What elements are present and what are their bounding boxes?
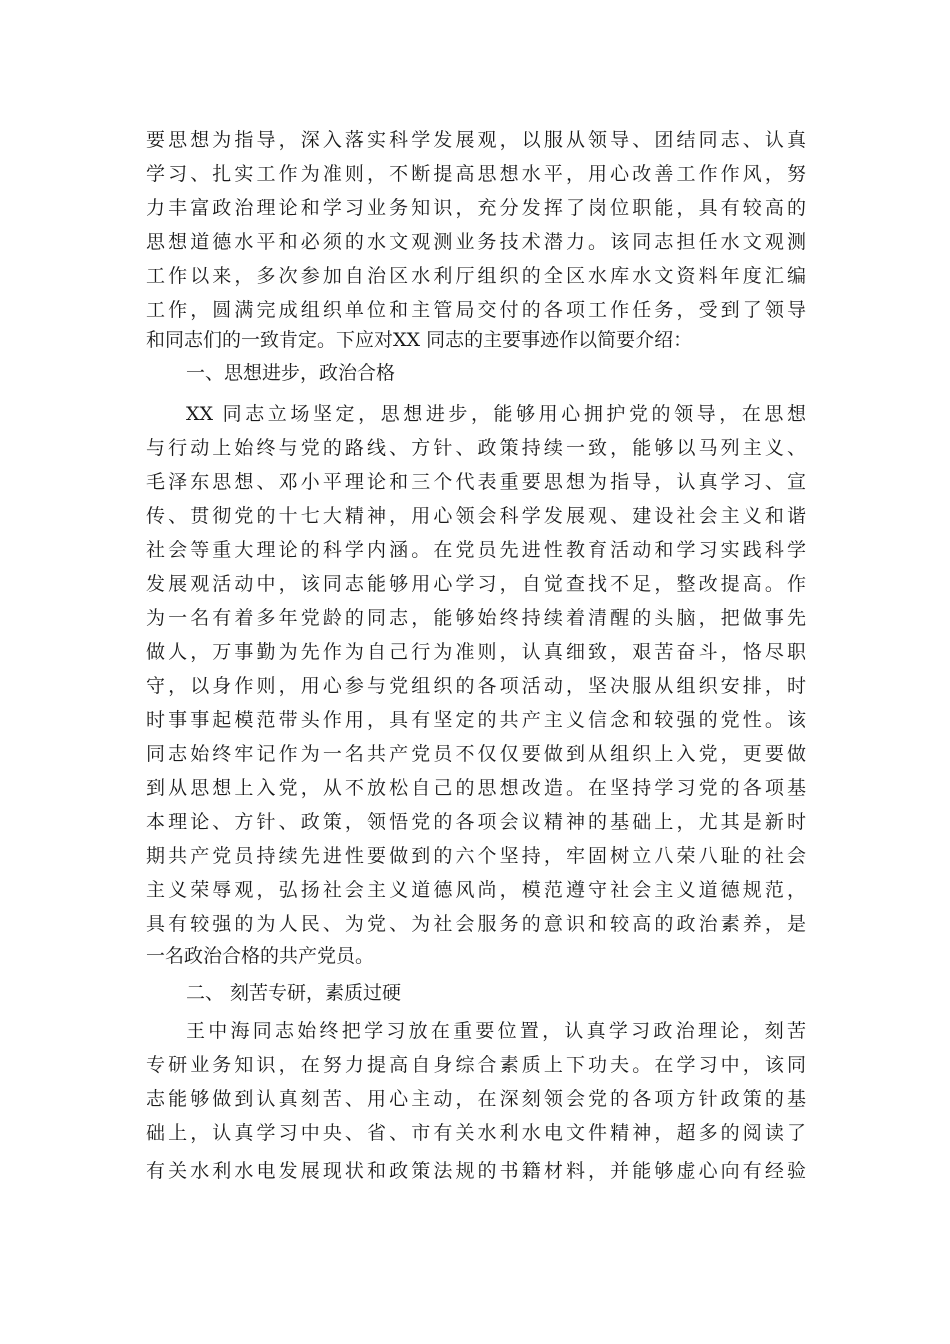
text-line: 力丰富政治理论和学习业务知识，充分发挥了岗位职能，具有较高的 [146,197,806,219]
text-line: XX 同志立场坚定，思想进步，能够用心拥护党的领导，在思想 [186,403,806,425]
text-line: 时事事起模范带头作用，具有坚定的共产主义信念和较强的党性。该 [146,709,806,731]
text-line: 思想道德水平和必须的水文观测业务技术潜力。该同志担任水文观测 [146,231,806,253]
text-line: 社会等重大理论的科学内涵。在党员先进性教育活动和学习实践科学 [146,539,806,561]
section-heading: 二、 刻苦专研，素质过硬 [186,982,402,1004]
text-line: 做人，万事勤为先作为自己行为准则，认真细致，艰苦奋斗，恪尽职 [146,641,806,663]
text-line: 工作，圆满完成组织单位和主管局交付的各项工作任务，受到了领导 [146,299,806,321]
text-line: 具有较强的为人民、为党、为社会服务的意识和较高的政治素养，是 [146,913,806,935]
text-line: 主义荣辱观，弘扬社会主义道德风尚，模范遵守社会主义道德规范， [146,879,806,901]
text-line: 础上，认真学习中央、省、市有关水利水电文件精神，超多的阅读了 [146,1122,806,1144]
text-line: 一名政治合格的共产党员。 [146,945,375,967]
text-line: 学习、扎实工作为准则，不断提高思想水平，用心改善工作作风，努 [146,163,806,185]
text-line: 同志始终牢记作为一名共产党员不仅仅要做到从组织上入党，更要做 [146,743,806,765]
text-line: 毛泽东思想、邓小平理论和三个代表重要思想为指导，认真学习、宣 [146,471,806,493]
text-line: 专研业务知识，在努力提高自身综合素质上下功夫。在学习中，该同 [146,1054,806,1076]
text-line: 为一名有着多年党龄的同志，能够始终持续着清醒的头脑，把做事先 [146,607,806,629]
section-heading: 一、思想进步，政治合格 [186,362,396,384]
text-line: 工作以来，多次参加自治区水利厅组织的全区水库水文资料年度汇编 [146,265,806,287]
text-line: 有关水利水电发展现状和政策法规的书籍材料，并能够虚心向有经验 [146,1160,806,1182]
text-line: 传、贯彻党的十七大精神，用心领会科学发展观、建设社会主义和谐 [146,505,806,527]
text-line: 和同志们的一致肯定。下应对XX 同志的主要事迹作以简要介绍： [146,329,693,351]
text-line: 王中海同志始终把学习放在重要位置，认真学习政治理论，刻苦 [186,1020,806,1042]
text-line: 与行动上始终与党的路线、方针、政策持续一致，能够以马列主义、 [146,437,806,459]
text-line: 志能够做到认真刻苦、用心主动，在深刻领会党的各项方针政策的基 [146,1088,806,1110]
text-line: 要思想为指导，深入落实科学发展观，以服从领导、团结同志、认真 [146,129,806,151]
text-line: 守，以身作则，用心参与党组织的各项活动，坚决服从组织安排，时 [146,675,806,697]
text-line: 发展观活动中，该同志能够用心学习，自觉查找不足，整改提高。作 [146,573,806,595]
text-line: 到从思想上入党，从不放松自己的思想改造。在坚持学习党的各项基 [146,777,806,799]
text-line: 本理论、方针、政策，领悟党的各项会议精神的基础上，尤其是新时 [146,811,806,833]
text-line: 期共产党员持续先进性要做到的六个坚持，牢固树立八荣八耻的社会 [146,845,806,867]
